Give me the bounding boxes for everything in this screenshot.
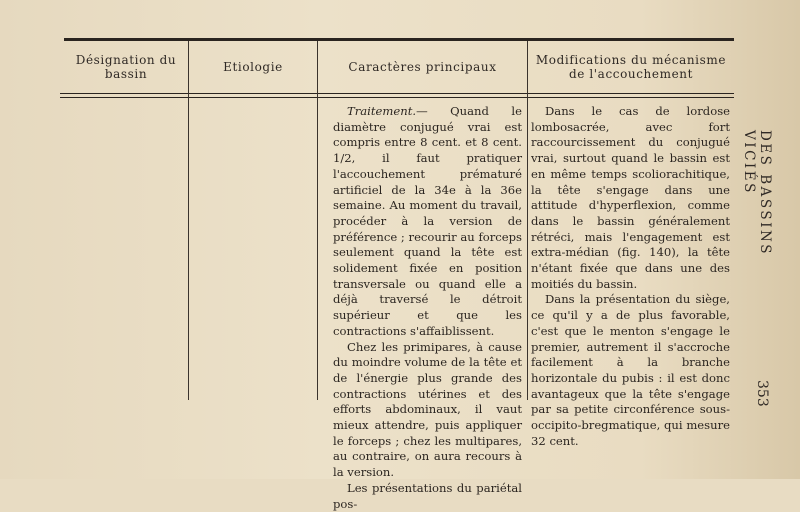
- primipares-text: Chez les primipares, à cause du moindre volume de la tête et de l'énergie plus grande des contractions utérines et des efforts abdominaux, il vaut mieux attendre, puis appliquer le forceps ; chez les multipares, au contraire, on aura recours à la version.: [333, 339, 522, 480]
- traitement-text: — Quand le diamètre conjugué vrai est compris entre 8 cent. et 8 cent. 1/2, il faut pratiquer l'accouchement prématuré artificiel de la 34e à la 36e semaine. Au moment du travail, procéder à la version de préférence ; recourir au forceps seulement quand la tête est solidement fixée en position transversale ou quand elle a déjà traversé le détroit supérieur et que les contractions s'affaiblissent.: [333, 104, 522, 338]
- running-head: DES BASSINS VICIÉS: [741, 130, 773, 257]
- header-etiologie: Etiologie: [223, 60, 283, 74]
- column-divider-1: [188, 41, 189, 400]
- modifications-paragraph: Dans la présentation du siège, ce qu'il y a de plus favorable, c'est que le menton s'engage le premier, autrement il s'accroche facilement à la branche horizontale du pubis : il est donc avantageux que la tête s'engage par sa petite circonférence sous-occipito-bregmatique, qui mesure 32 cent.: [531, 292, 730, 448]
- page-number: 353: [754, 380, 770, 407]
- modifications-column-text: [531, 104, 730, 449]
- modifications-paragraph: Dans le cas de lordose lombosacrée, avec fort raccourcissement du conjugué vrai, surtout quand le bassin est en même temps scoliorachitique, la tête s'engage dans une attitude d'hyperflexion, comme dans le bassin généralement rétréci, mais l'engagement est extra-médian (fig. 140), la tête n'étant fixée que dans une des moitiés du bassin.: [531, 104, 730, 291]
- caracteres-paragraph: [333, 481, 522, 512]
- header-designation: Désignation du bassin: [75, 53, 177, 81]
- header-modifications: Modifications du mécanisme de l'accouchement: [535, 53, 727, 81]
- caracteres-paragraph: [333, 340, 522, 481]
- header-caracteres: Caractères principaux: [348, 60, 497, 74]
- presentations-text: Les présentations du pariétal pos-: [333, 480, 522, 511]
- traitement-lead: Traitement.: [347, 104, 417, 118]
- header-rule-lower: [60, 97, 734, 98]
- caracteres-paragraph: [333, 104, 522, 340]
- column-divider-3: [527, 41, 528, 400]
- header-rule-upper: [60, 93, 734, 94]
- caracteres-column-text: [333, 104, 522, 512]
- pelvis-table: [64, 38, 734, 511]
- column-divider-2: [317, 41, 318, 400]
